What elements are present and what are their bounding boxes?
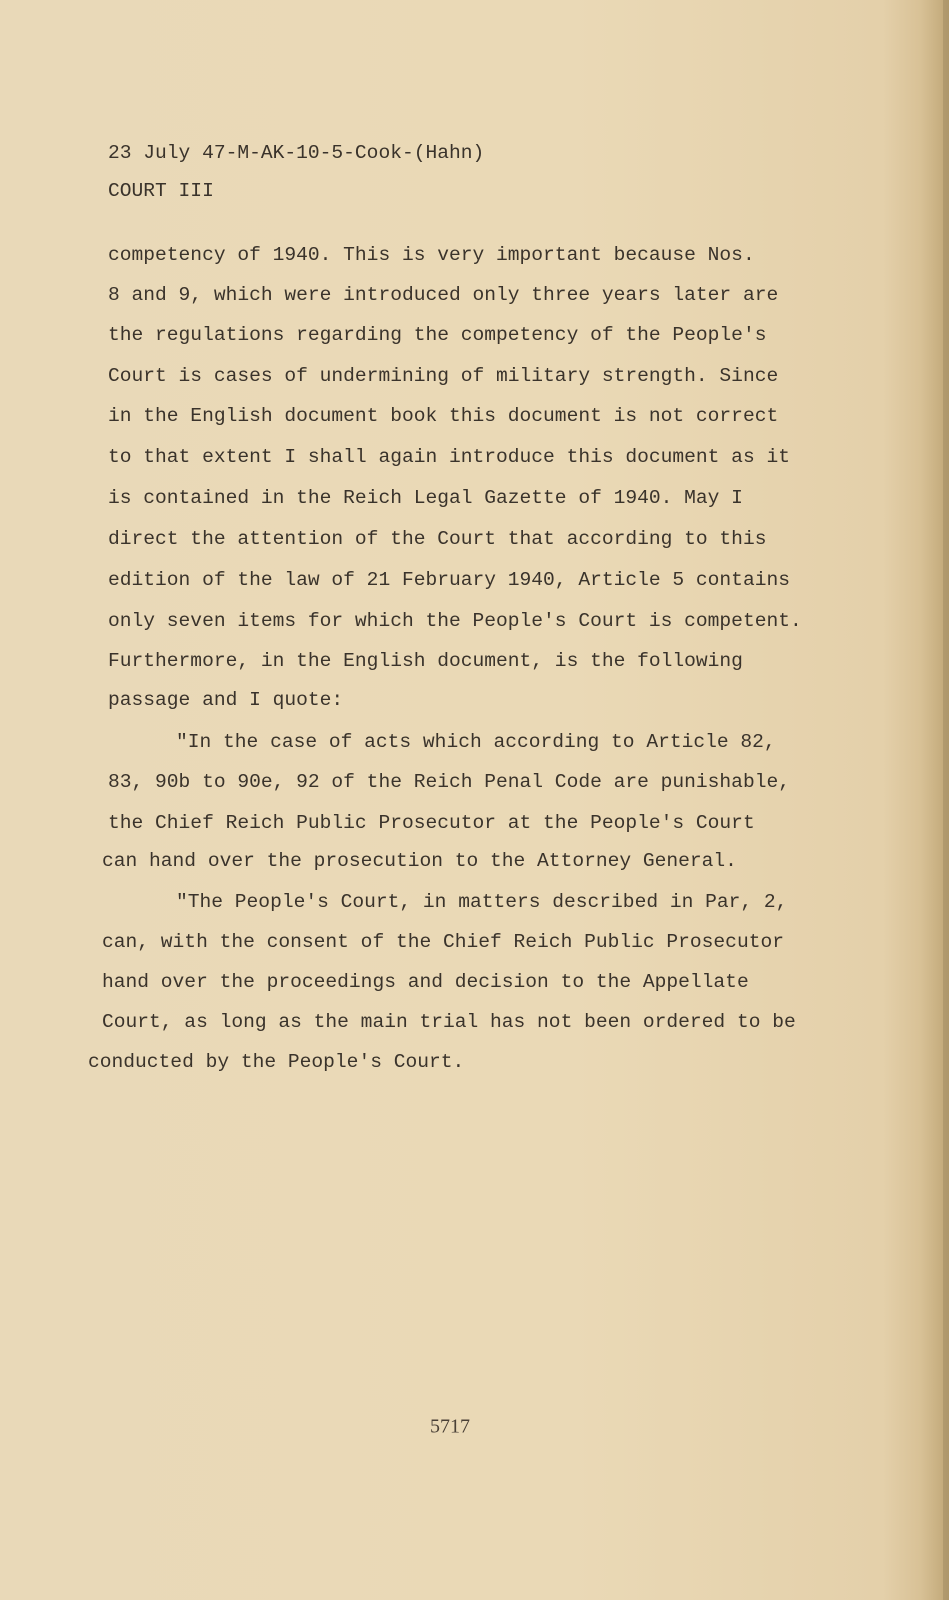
quote-line: hand over the proceedings and decision to the Appellate bbox=[102, 971, 749, 993]
text-line: Furthermore, in the English document, is the following bbox=[108, 650, 743, 672]
text-line: passage and I quote: bbox=[108, 689, 344, 711]
quote-line: "In the case of acts which according to Article 82, bbox=[176, 731, 776, 753]
quote-line: Court, as long as the main trial has not been ordered to be bbox=[102, 1011, 796, 1033]
text-line: 8 and 9, which were introduced only three years later are bbox=[108, 284, 779, 306]
court-label: COURT III bbox=[108, 180, 214, 202]
document-reference: 23 July 47-M-AK-10-5-Cook-(Hahn) bbox=[108, 142, 485, 164]
quote-line: the Chief Reich Public Prosecutor at the People's Court bbox=[108, 812, 755, 834]
quote-line: 83, 90b to 90e, 92 of the Reich Penal Code are punishable, bbox=[108, 771, 790, 793]
text-line: competency of 1940. This is very important because Nos. bbox=[108, 244, 755, 266]
text-line: is contained in the Reich Legal Gazette of 1940. May I bbox=[108, 487, 743, 509]
text-line: direct the attention of the Court that according to this bbox=[108, 528, 767, 550]
text-line: in the English document book this document is not correct bbox=[108, 405, 779, 427]
quote-line: conducted by the People's Court. bbox=[88, 1051, 465, 1073]
quote-line: "The People's Court, in matters described in Par, 2, bbox=[176, 891, 788, 913]
text-line: the regulations regarding the competency of the People's bbox=[108, 324, 767, 346]
page-number: 5717 bbox=[430, 1415, 470, 1438]
text-line: Court is cases of undermining of military strength. Since bbox=[108, 365, 779, 387]
page-edge bbox=[943, 0, 949, 1600]
quote-line: can hand over the prosecution to the Attorney General. bbox=[102, 850, 737, 872]
quote-line: can, with the consent of the Chief Reich Public Prosecutor bbox=[102, 931, 784, 953]
text-line: edition of the law of 21 February 1940, Article 5 contains bbox=[108, 569, 790, 591]
text-line: only seven items for which the People's Court is competent. bbox=[108, 610, 802, 632]
text-line: to that extent I shall again introduce this document as it bbox=[108, 446, 790, 468]
